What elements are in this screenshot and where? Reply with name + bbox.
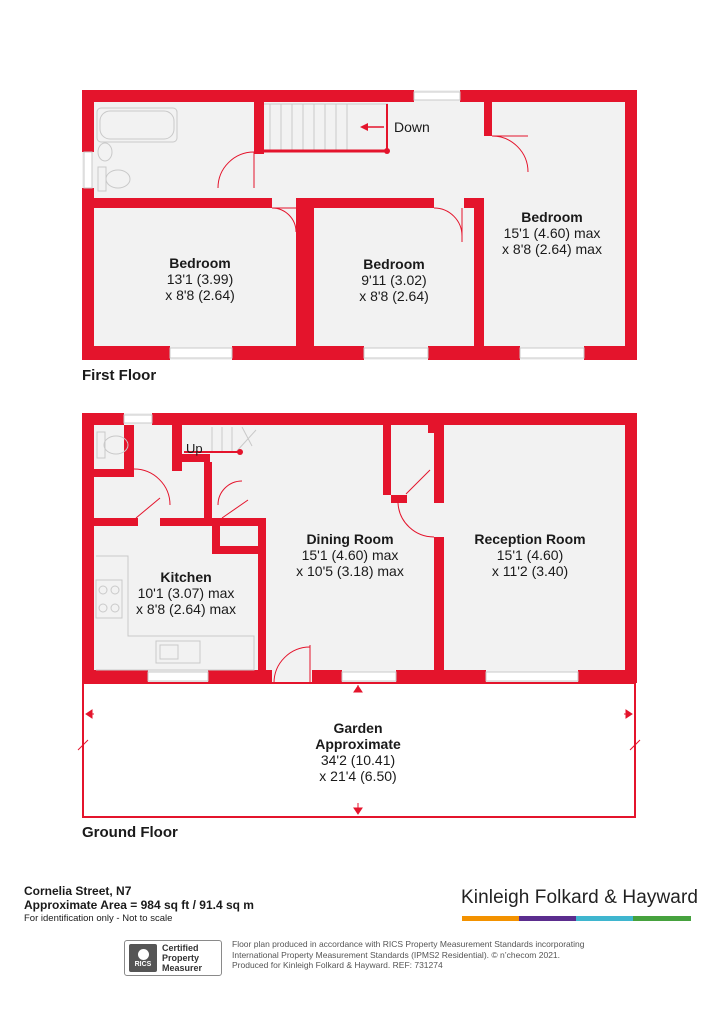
bedroom-1-dims: x 8'8 (2.64)	[165, 287, 235, 303]
bedroom-1-name: Bedroom	[169, 255, 231, 271]
first-floor-label: First Floor	[82, 367, 157, 384]
approximate-area: Approximate Area = 984 sq ft / 91.4 sq m	[24, 898, 254, 912]
stairs-down-label: Down	[394, 119, 430, 135]
bedroom-2-dims: 9'11 (3.02)	[361, 272, 427, 288]
bedroom-2-name: Bedroom	[363, 256, 425, 272]
garden-approx: Approximate	[315, 736, 401, 752]
reception-room-dims: x 11'2 (3.40)	[491, 563, 569, 579]
brand-bar-purple	[519, 916, 576, 921]
dining-room-dims: x 10'5 (3.18) max	[296, 563, 404, 579]
identification-note: For identification only - Not to scale	[24, 913, 173, 924]
ground-floor-plan	[82, 413, 637, 683]
ground-floor-label: Ground Floor	[82, 824, 178, 841]
first-floor-plan	[82, 90, 637, 360]
brand-bar-orange	[462, 916, 519, 921]
reception-room-dims: 15'1 (4.60)	[496, 547, 564, 563]
kitchen-dims: 10'1 (3.07) max	[137, 585, 235, 601]
rics-badge-text: Certified Property Measurer	[162, 943, 203, 973]
bedroom-2-dims: x 8'8 (2.64)	[359, 288, 429, 304]
rics-logo-icon: RICS	[129, 944, 157, 972]
bedroom-1-dims: 13'1 (3.99)	[166, 271, 234, 287]
brand-bar-cyan	[576, 916, 633, 921]
garden-name: Garden	[333, 720, 383, 736]
rics-badge	[124, 940, 222, 976]
bedroom-3-name: Bedroom	[521, 209, 583, 225]
bedroom-3-dims: 15'1 (4.60) max	[503, 225, 601, 241]
kitchen-dims: x 8'8 (2.64) max	[136, 601, 236, 617]
dining-room-name: Dining Room	[306, 531, 394, 547]
garden-dims: 34'2 (10.41)	[320, 752, 396, 768]
dining-room-dims: 15'1 (4.60) max	[301, 547, 399, 563]
bedroom-3-dims: x 8'8 (2.64) max	[502, 241, 602, 257]
address: Cornelia Street, N7	[24, 884, 132, 898]
disclaimer-text: Floor plan produced in accordance with RICS Property Measurement Standards incorporating International Property Measurement Standards (IPMS2 Residential). © n’checom 2021. Produced for Kinleigh Folkard & Hayward. REF: 731274	[232, 939, 585, 970]
garden-plan	[78, 683, 640, 817]
reception-room-name: Reception Room	[474, 531, 586, 547]
kitchen-name: Kitchen	[160, 569, 212, 585]
stairs-up-label: Up	[186, 441, 203, 456]
brand-bar-green	[633, 916, 691, 921]
brand-name: Kinleigh Folkard & Hayward	[461, 887, 699, 908]
garden-dims: x 21'4 (6.50)	[319, 768, 397, 784]
